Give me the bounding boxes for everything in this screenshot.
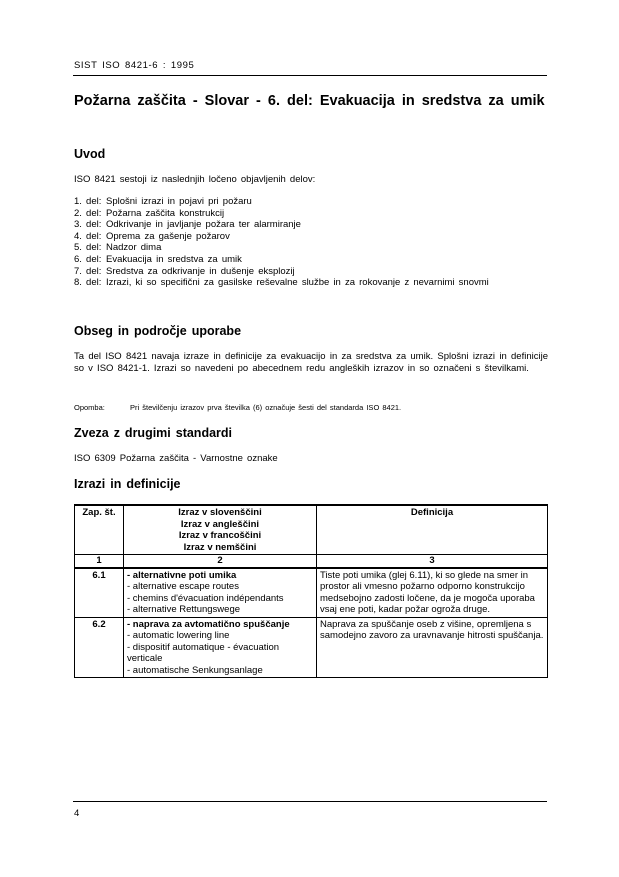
term-french: - dispositif automatique - évacuation verticale [127, 641, 280, 664]
heading-obseg: Obseg in področje uporabe [74, 324, 242, 338]
table-header-row [75, 505, 548, 555]
term-english: - alternative escape routes [127, 581, 239, 592]
page-number: 4 [74, 808, 80, 819]
parts-list [74, 196, 546, 289]
obseg-text: Ta del ISO 8421 navaja izraze in definicije za evakuacijo in za sredstva za umik. Splošni izrazi in definicije so v ISO 8421-1. Izrazi so navedeni po abecednem redu angleških izrazov in so označeni s številkami. [74, 351, 548, 374]
col-header-line: Izraz v angleščini [180, 518, 260, 530]
heading-uvod: Uvod [74, 147, 106, 161]
part-number: 3. del: [74, 219, 102, 231]
column-number: 1 [75, 555, 124, 568]
header-rule [73, 75, 547, 76]
list-item [74, 254, 546, 266]
part-text: Požarna zaščita konstrukcij [106, 207, 225, 219]
term-definition: Tiste poti umika (glej 6.11), ki so glede na smer in prostor ali vmesno požarno odporno konstrukcijo medsebojno zadosti ločene, da je mogoča uporaba vsaj ene poti, kadar požar ogroža druge. [317, 568, 548, 618]
note-text: Pri številčenju izrazov prva številka (6) označuje šesti del standarda ISO 8421. [130, 403, 402, 412]
col-header-number: Zap. št. [75, 505, 124, 555]
col-header-line: Izraz v francoščini [178, 530, 262, 541]
col-header-line: Izraz v nemščini [183, 541, 257, 553]
term-german: - automatische Senkungsanlage [127, 664, 263, 676]
term-cell [124, 568, 317, 618]
part-number: 8. del: [74, 277, 102, 289]
list-item [74, 231, 546, 243]
term-german: - alternative Rettungswege [127, 604, 241, 615]
part-text: Splošni izrazi in pojavi pri požaru [106, 196, 252, 207]
col-header-terms [124, 505, 317, 555]
list-item [74, 277, 546, 289]
part-number: 7. del: [74, 265, 102, 277]
table-row [75, 617, 548, 678]
terms-table [74, 504, 548, 678]
term-number: 6.1 [75, 568, 124, 618]
document-header-id: SIST ISO 8421-6 : 1995 [74, 60, 195, 71]
note [74, 403, 401, 412]
part-text: Izrazi, ki so specifični za gasilske reševalne službe in za rokovanje z nevarnimi snovmi [106, 277, 489, 289]
part-number: 5. del: [74, 242, 102, 254]
part-number: 6. del: [74, 253, 102, 265]
term-number: 6.2 [75, 617, 124, 678]
column-number: 2 [124, 555, 317, 568]
part-number: 1. del: [74, 196, 102, 207]
note-label: Opomba: [74, 403, 105, 412]
term-english: - automatic lowering line [127, 630, 230, 641]
part-text: Oprema za gašenje požarov [106, 230, 230, 242]
list-item [74, 196, 546, 208]
footer-rule [73, 801, 547, 802]
column-number-row [75, 555, 548, 568]
zveza-text: ISO 6309 Požarna zaščita - Varnostne oznake [74, 453, 278, 464]
list-item [74, 242, 546, 254]
term-slovenian: - naprava za avtomatično spuščanje [127, 618, 290, 630]
part-number: 4. del: [74, 230, 102, 242]
col-header-line: Izraz v slovenščini [178, 507, 262, 518]
list-item [74, 266, 546, 278]
term-slovenian: - alternativne poti umika [127, 569, 237, 581]
term-definition: Naprava za spuščanje oseb z višine, opremljena s samodejno zavoro za uravnavanje hitrosti spuščanja. [317, 617, 548, 678]
table-row [75, 568, 548, 618]
column-number: 3 [317, 555, 548, 568]
heading-zveza: Zveza z drugimi standardi [74, 426, 233, 440]
document-title: Požarna zaščita - Slovar - 6. del: Evakuacija in sredstva za umik [74, 93, 545, 109]
part-text: Evakuacija in sredstva za umik [106, 253, 242, 265]
uvod-intro: ISO 8421 sestoji iz naslednjih ločeno objavljenih delov: [74, 174, 316, 185]
heading-izrazi: Izrazi in definicije [74, 477, 181, 491]
part-text: Odkrivanje in javljanje požara ter alarmiranje [106, 219, 301, 231]
part-text: Sredstva za odkrivanje in dušenje eksplozij [106, 265, 295, 277]
col-header-definition: Definicija [317, 505, 548, 555]
list-item [74, 219, 546, 231]
term-french: - chemins d'évacuation indépendants [127, 592, 284, 604]
term-cell [124, 617, 317, 678]
part-text: Nadzor dima [106, 242, 162, 254]
list-item [74, 208, 546, 220]
part-number: 2. del: [74, 207, 102, 219]
